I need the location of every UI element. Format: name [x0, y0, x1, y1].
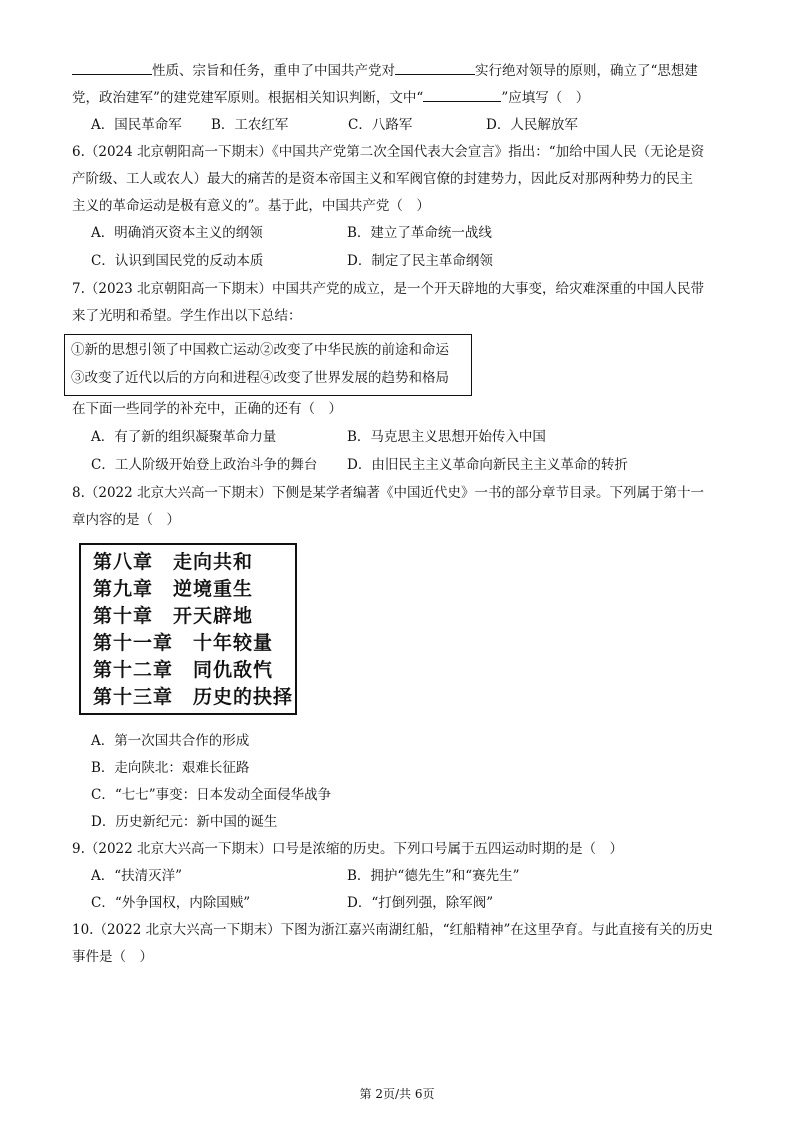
q5-option-c: C．八路军 [348, 117, 413, 133]
q6-option-b: B．建立了革命统一战线 [347, 225, 492, 241]
q7-option-b: B．马克思主义思想开始传入中国 [347, 429, 546, 445]
answer-blank [395, 60, 475, 75]
q6-option-d: D．制定了民主革命纲领 [347, 253, 493, 269]
q5-option-b: B．工农红军 [211, 117, 289, 133]
q10-stem-line-1: 10.（2022 北京大兴高一下期末）下图为浙江嘉兴南湖红船，“红船精神”在这里孕育。与此直接有关的历史 [72, 922, 713, 938]
q7-stem-line-1: 7.（2023 北京朝阳高一下期末）中国共产党的成立，是一个开天辟地的大事变，给灾难深重的中国人民带 [72, 281, 705, 297]
chapter-12: 第十二章 同仇敌忾 [93, 659, 274, 681]
q7-option-d: D．由旧民主主义革命向新民主主义革命的转折 [347, 457, 628, 473]
q9-option-a: A．“扶清灭洋” [91, 868, 183, 884]
q5-option-a: A．国民革命军 [91, 117, 182, 133]
q8-option-a: A．第一次国共合作的形成 [91, 733, 250, 749]
q7-option-a: A．有了新的组织凝聚革命力量 [91, 429, 277, 445]
chapter-11: 第十一章 十年较量 [93, 632, 274, 654]
q9-option-c: C．“外争国权，内除国贼” [91, 895, 251, 911]
q6-option-c: C．认识到国民党的反动本质 [91, 253, 264, 269]
q8-option-c: C．“七七”事变：日本发动全面侵华战争 [91, 787, 332, 803]
q7-box-line-2: ③改变了近代以后的方向和进程④改变了世界发展的趋势和格局 [71, 370, 449, 386]
q9-stem: 9.（2022 北京大兴高一下期末）口号是浓缩的历史。下列口号属于五四运动时期的是（ ） [72, 841, 624, 857]
q5-option-d: D．人民解放军 [486, 117, 578, 133]
chapter-list-image [79, 543, 297, 715]
answer-blank [423, 87, 501, 102]
q7-summary-box [64, 334, 472, 396]
q5-line-2: 党，政治建军”的建党建军原则。根据相关知识判断，文中“ ”应填写（ ） [72, 87, 589, 108]
q7-stem-line-2: 来了光明和希望。学生作出以下总结： [72, 308, 302, 324]
q5-line-1: 性质、宗旨和任务，重申了中国共产党对 实行绝对领导的原则，确立了“思想建 [72, 60, 698, 81]
q9-option-d: D．“打倒列强，除军阀” [347, 895, 494, 911]
chapter-8: 第八章 走向共和 [93, 551, 254, 573]
q10-stem-line-2: 事件是（ ） [72, 949, 153, 965]
q9-option-b: B．拥护“德先生”和“赛先生” [347, 868, 520, 884]
q7-option-c: C．工人阶级开始登上政治斗争的舞台 [91, 457, 318, 473]
page-number: 第 2页/共 6页 [359, 1087, 435, 1101]
q6-stem-line-2: 产阶级、工人或农人）最大的痛苦的是资本帝国主义和军阀官僚的封建势力，因此反对那两种势力的民主 [72, 171, 693, 187]
q8-stem-line-2: 章内容的是（ ） [72, 512, 180, 528]
q7-stem-after: 在下面一些同学的补充中，正确的还有（ ） [72, 401, 342, 417]
q6-option-a: A．明确消灭资本主义的纲领 [91, 225, 263, 241]
q7-box-line-1: ①新的思想引领了中国救亡运动②改变了中华民族的前途和命运 [71, 342, 449, 358]
q8-option-d: D．历史新纪元：新中国的诞生 [91, 814, 278, 830]
chapter-10: 第十章 开天辟地 [93, 605, 254, 627]
q8-option-b: B．走向陕北：艰难长征路 [91, 760, 250, 776]
chapter-13: 第十三章 历史的抉择 [93, 686, 294, 708]
q6-stem-line-1: 6.（2024 北京朝阳高一下期末）《中国共产党第二次全国代表大会宣言》指出：“加给中国人民（无论是资 [72, 144, 705, 160]
q6-stem-line-3: 主义的革命运动是极有意义的”。基于此，中国共产党（ ） [72, 198, 430, 214]
q8-stem-line-1: 8.（2022 北京大兴高一下期末）下侧是某学者编著《中国近代史》一书的部分章节目录。下列属于第十一 [72, 485, 705, 501]
answer-blank [72, 60, 152, 75]
chapter-9: 第九章 逆境重生 [93, 578, 254, 600]
